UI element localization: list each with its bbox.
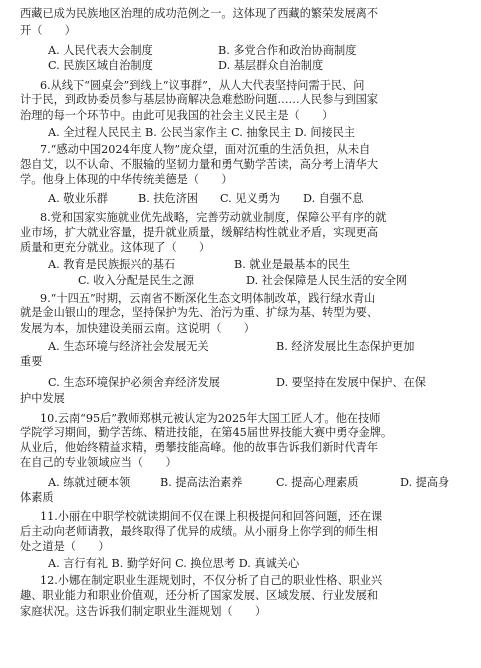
option-a: A. 敬业乐群 — [48, 191, 108, 205]
option-d: D. 要坚持在发展中保护、在保 — [276, 376, 426, 390]
option-a: A. 生态环境与经济社会发展无关 — [48, 340, 209, 354]
option-a: A. 教育是民族振兴的基石 — [48, 258, 176, 272]
question-8-line: 8.党和国家实施就业优先战略，完善劳动就业制度，保障公平有序的就 — [40, 211, 387, 225]
question-12-line: 12.小娜在制定职业生涯规划时，不仅分析了自己的职业性格、职业兴 — [40, 574, 383, 588]
option-d-continued: 护中发展 — [20, 391, 65, 405]
option-b: B. 多党合作和政治协商制度 — [218, 43, 357, 57]
option-c: C. 民族区域自治制度 — [48, 58, 153, 72]
option-d: D. 基层群众自治制度 — [218, 58, 324, 72]
question-text-line: 开（ ） — [20, 23, 76, 37]
option-b: B. 提高法治素养 — [160, 475, 243, 489]
question-6-options: A. 全过程人民民主 B. 公民当家作主 C. 抽象民主 D. 间接民主 — [48, 126, 356, 140]
question-8-line: 业市场，扩大就业容量，提升就业质量，缓解结构性就业矛盾，实现更高 — [20, 225, 379, 239]
question-6-line: 计于民，到政协委员参与基层协商解决急难愁盼问题……人民参与到国家 — [20, 93, 379, 107]
question-10-line: 在自己的专业领域应当（ ） — [20, 456, 177, 470]
question-10-line: 从业后，他始终精益求精，勇攀技能高峰。他的故事告诉我们新时代青年 — [20, 441, 379, 455]
question-6-line: 6.从线下“圆桌会”到线上“议事群”，从人大代表坚持问需于民、问 — [40, 79, 365, 93]
option-c: C. 提高心理素质 — [276, 475, 359, 489]
option-b: B. 扶危济困 — [138, 191, 199, 205]
question-9-line: 发展为本，加快建设美丽云南。这说明（ ） — [20, 321, 255, 335]
question-11-line: 处之道是（ ） — [20, 539, 110, 553]
option-c: C. 收入分配是民生之源 — [78, 274, 194, 288]
option-a: A. 练就过硬本领 — [48, 475, 131, 489]
question-9-line: 就是金山银山的理念，坚持保护为先、治污为重、扩绿为基、转型为要、 — [20, 306, 379, 320]
question-7-line: 7.“感动中国2024年度人物”庞众望，面对沉重的生活负担，从未自 — [40, 143, 371, 157]
question-10-line: 学院学习期间，勤学苦练、精进技能，在第45届世界技能大赛中勇夺金牌。 — [20, 426, 393, 440]
question-7-line: 怨自艾，以不认命、不服输的坚韧力量和勇气勤学苦读，高分考上清华大 — [20, 158, 379, 172]
option-b: B. 就业是最基本的民生 — [234, 258, 351, 272]
question-8-line: 质量和更充分就业。这体现了（ ） — [20, 240, 211, 254]
question-12-line: 家庭状况。这告诉我们制定职业生涯规划（ ） — [20, 604, 267, 618]
option-d-continued: 体素质 — [20, 490, 54, 504]
question-7-line: 学。他身上体现的中华传统美德是（ ） — [20, 173, 233, 187]
question-11-line: 后主动向老师请教，最终取得了优异的成绩。从小丽身上你学到的师生相 — [20, 524, 379, 538]
question-10-line: 10.云南“95后”教师郑棋元被认定为2025年大国工匠人才。他在技师 — [40, 411, 381, 425]
question-11-line: 11.小丽在中职学校就读期间不仅在课上积极提问和回答问题，还在课 — [40, 510, 383, 524]
option-d: D. 自强不息 — [303, 191, 364, 205]
option-c: C. 见义勇为 — [220, 191, 281, 205]
option-c: C. 生态环境保护必须舍弃经济发展 — [48, 376, 220, 390]
question-9-line: 9.“十四五”时期，云南省不断深化生态文明体制改革，践行绿水青山 — [40, 292, 376, 306]
option-d: D. 社会保障是人民生活的安全网 — [246, 274, 408, 288]
question-12-line: 趣、职业能力和职业价值观，还分析了国家发展、区域发展、行业发展和 — [20, 589, 379, 603]
option-d: D. 提高身 — [400, 475, 450, 489]
question-6-line: 治理的每一个环节中。由此可见我国的社会主义民主是（ ） — [20, 108, 334, 122]
option-b: B. 经济发展比生态保护更加 — [276, 340, 415, 354]
option-a: A. 人民代表大会制度 — [48, 43, 153, 57]
question-11-options: A. 言行有礼 B. 勤学好问 C. 换位思考 D. 真诚关心 — [48, 556, 300, 570]
option-b-continued: 重要 — [20, 355, 43, 369]
question-text-line: 西藏已成为民族地区治理的成功范例之一。这体现了西藏的繁荣发展离不 — [20, 6, 379, 20]
